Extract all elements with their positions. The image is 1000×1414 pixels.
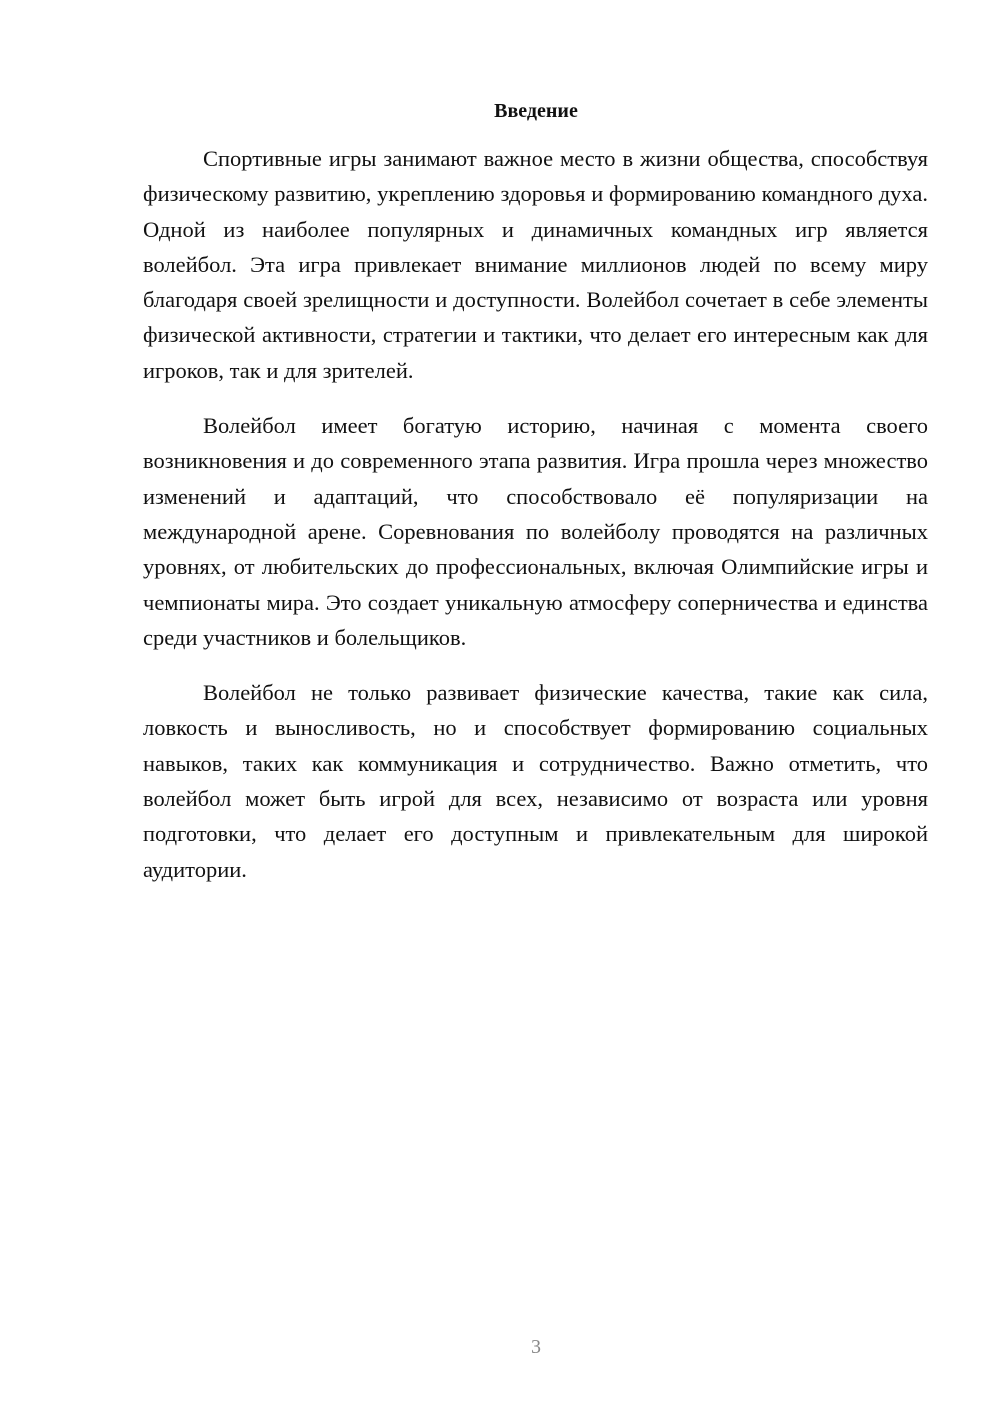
paragraph-3: Волейбол не только развивает физические качества, такие как сила, ловкость и выносливость, но и способствует формированию социальных навыков, таких как коммуникация и сотрудничество. Важно отметить, что волейбол может быть игрой для всех, независимо от возраста или уровня подготовки, что делает его доступным и привлекательным для широкой аудитории. <box>143 680 928 882</box>
paragraph-1: Спортивные игры занимают важное место в жизни общества, способствуя физическому развитию, укреплению здоровья и формированию командного духа. Одной из наиболее популярных и динамичных командных игр является волейбол. Эта игра привлекает внимание миллионов людей по всему миру благодаря своей зрелищности и доступности. Волейбол сочетает в себе элементы физической активности, стратегии и тактики, что делает его интересным как для игроков, так и для зрителей. <box>143 146 928 383</box>
body-text <box>143 141 928 907</box>
paragraph-2: Волейбол имеет богатую историю, начиная с момента своего возникновения и до современного этапа развития. Игра прошла через множество изменений и адаптаций, что способствовало её популяризации на международной арене. Соревнования по волейболу проводятся на различных уровнях, от любительских до профессиональных, включая Олимпийские игры и чемпионаты мира. Это создает уникальную атмосферу соперничества и единства среди участников и болельщиков. <box>143 413 928 650</box>
page-title: Введение <box>494 100 578 122</box>
page-number: 3 <box>531 1336 541 1358</box>
